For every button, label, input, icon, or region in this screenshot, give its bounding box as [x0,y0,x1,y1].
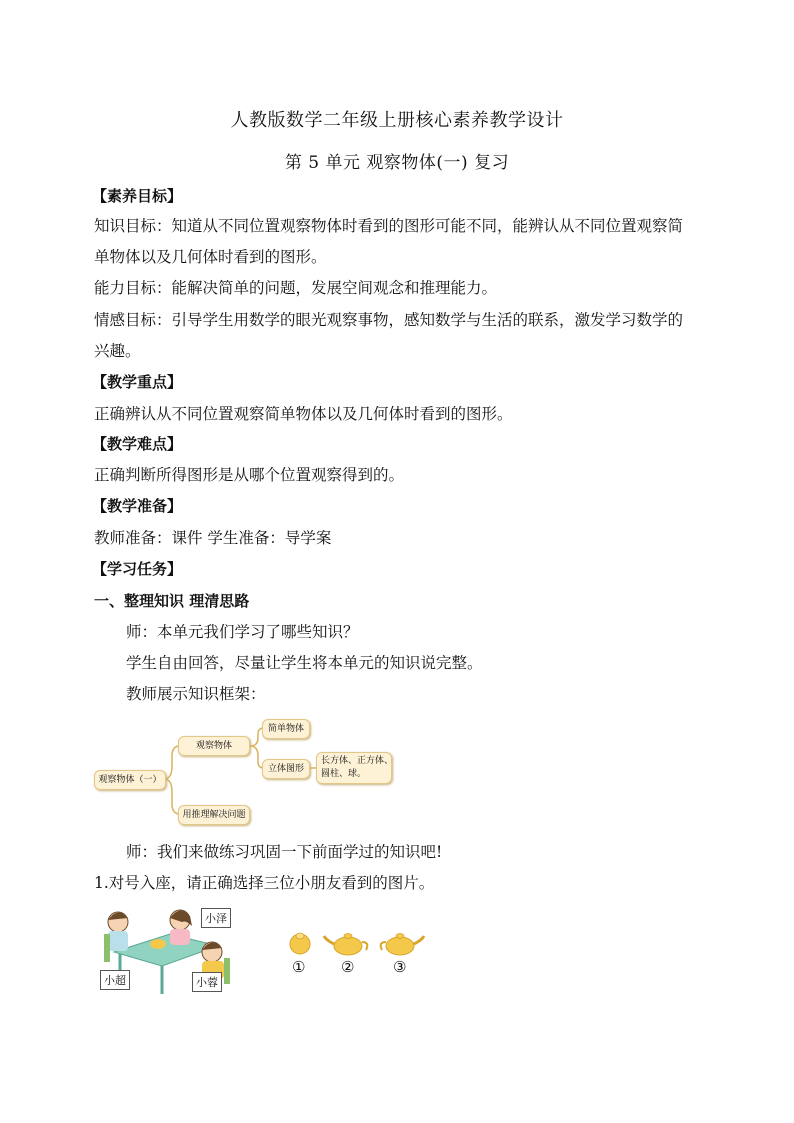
solid-types-line2: 圆柱、球。 [321,769,367,779]
mindmap-leaf-solids: 立体图形 [262,759,310,779]
goal-knowledge-line2: 单物体以及几何体时看到的图形。 [94,248,327,266]
teacher-question: 师：本单元我们学习了哪些知识？ [126,623,359,641]
mindmap-branch-observe: 观察物体 [178,736,250,756]
label-xiaoze: 小泽 [201,908,231,928]
teapot-options [286,928,426,958]
prep-text: 教师准备：课件 学生准备：导学案 [94,529,332,547]
option-2-marker: ② [341,958,355,976]
option3-teapot-image [381,934,424,956]
goal-emotion-line2: 兴趣。 [94,342,141,360]
key-text: 正确辨认从不同位置观察简单物体以及几何体时看到的图形。 [94,405,513,423]
knowledge-mindmap [94,716,404,826]
section-goals-heading: 【素养目标】 [92,187,183,205]
goal-ability: 能力目标：能解决简单的问题，发展空间观念和推理能力。 [94,279,498,297]
exercise-1-illustration [96,900,426,1000]
mindmap-root: 观察物体（一） [94,770,166,790]
goal-knowledge-line1: 知识目标：知道从不同位置观察物体时看到的图形可能不同，能辨认从不同位置观察简 [94,217,684,235]
option2-teapot-image [324,934,367,956]
exercise-1-question: 1.对号入座，请正确选择三位小朋友看到的图片。 [94,874,435,892]
solid-types-line1: 长方体、正方体、 [321,756,394,766]
option-1-marker: ① [292,958,306,976]
document-title: 人教版数学二年级上册核心素养教学设计 [230,110,564,131]
document-subtitle: 第 5 单元 观察物体(一) 复习 [284,153,510,173]
section-key-heading: 【教学重点】 [92,373,183,391]
label-xiaorong: 小蓉 [192,972,222,992]
teacher-practice-prompt: 师：我们来做练习巩固一下前面学过的知识吧! [126,843,443,861]
difficulty-text: 正确判断所得图形是从哪个位置观察得到的。 [94,466,405,484]
goal-emotion-line1: 情感目标：引导学生用数学的眼光观察事物，感知数学与生活的联系，激发学习数学的 [94,311,684,329]
mindmap-leaf-simple-objects: 简单物体 [262,719,310,739]
section-difficulty-heading: 【教学难点】 [92,435,183,453]
mindmap-branch-reasoning: 用推理解决问题 [178,805,250,825]
step1-heading: 一、整理知识 理清思路 [94,592,250,610]
option1-teapot-image [290,933,310,954]
label-xiaochao: 小超 [100,970,130,990]
section-prep-heading: 【教学准备】 [92,497,183,515]
section-task-heading: 【学习任务】 [92,560,183,578]
student-answer-note: 学生自由回答，尽量让学生将本单元的知识说完整。 [126,654,483,672]
option-3-marker: ③ [393,958,407,976]
mindmap-leaf-solid-types [316,752,392,784]
teacher-show-frame: 教师展示知识框架： [126,685,266,703]
